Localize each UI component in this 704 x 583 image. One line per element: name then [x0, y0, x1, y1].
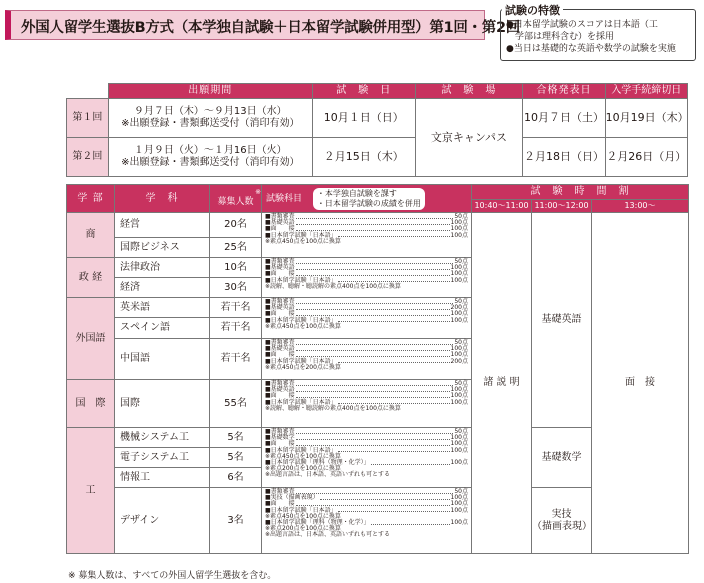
subjects-note: ・本学独自試験を課す — [316, 188, 397, 198]
capacity-cell: 55名 — [210, 380, 262, 428]
subject-points: 100点 — [450, 345, 468, 353]
exam-date: ２月15日（木） — [312, 138, 415, 177]
subject-line — [265, 324, 468, 330]
subject-list — [262, 298, 472, 339]
department-cell: 機械システム工 — [115, 428, 210, 448]
subjects-table — [66, 184, 689, 554]
department-cell: 情報工 — [115, 468, 210, 488]
features-heading: 試験の特徴 — [502, 2, 563, 18]
subject-list — [262, 488, 472, 554]
time-slot: 10:40～11:00 — [472, 200, 532, 213]
practical-cell — [532, 488, 592, 554]
round-label: 第２回 — [67, 138, 109, 177]
subject-name: ※素点450点を100点に換算 — [265, 237, 341, 245]
subject-name: ■日本留学試験「日本語」 — [265, 231, 337, 239]
subject-name: ※素点200点を100点に換算 — [265, 525, 341, 533]
deadline-date: ２月26日（月） — [605, 138, 687, 177]
capacity-cell: 6名 — [210, 468, 262, 488]
capacity-cell: 若干名 — [210, 318, 262, 339]
subject-points: 100点 — [450, 219, 468, 227]
title-banner — [5, 10, 520, 40]
department-cell: デザイン — [115, 488, 210, 554]
header-venue: 試 験 場 — [415, 84, 523, 99]
department-cell: 法律政治 — [115, 258, 210, 278]
department-cell: 経営 — [115, 213, 210, 238]
faculty-international: 国 際 — [67, 380, 115, 428]
schedule-table — [66, 83, 688, 177]
subject-name: ※素点450点を100点に換算 — [265, 452, 341, 460]
subject-list — [262, 213, 472, 258]
subject-name: ■基礎英語 — [265, 386, 295, 394]
practical-sub: （描画表現） — [532, 520, 592, 532]
header-subjects: 試験科目 — [266, 193, 303, 204]
subject-list — [262, 428, 472, 488]
capacity-cell: 3名 — [210, 488, 262, 554]
subject-points: 100点 — [450, 392, 468, 400]
subject-name: ※読解、聴解・聴読解の素点400点を100点に換算 — [265, 282, 401, 290]
time-slot: 11:00～12:00 — [532, 200, 592, 213]
subject-line — [265, 472, 468, 478]
department-cell: 電子システム工 — [115, 448, 210, 468]
subject-name: ■基礎英語 — [265, 304, 295, 312]
subject-line — [265, 532, 468, 538]
faculty-commerce: 商 — [67, 213, 115, 258]
interview-cell: 面 接 — [592, 213, 689, 554]
header-period: 出願期間 — [108, 84, 312, 99]
subjects-note: ・日本留学試験の成績を併用 — [316, 198, 421, 208]
subject-name: ■日本留学試験「理科（物理・化学）」 — [265, 519, 370, 527]
subject-name: ■書類審査 — [265, 298, 295, 305]
subject-name: ■日本留学試験「日本語」 — [265, 446, 337, 454]
subject-points: 100点 — [450, 276, 468, 284]
subject-name: ※出題言語は、日本語、英語いずれも可とする — [265, 531, 391, 539]
subject-points: 200点 — [450, 357, 468, 365]
briefing-cell: 諸 説 明 — [472, 213, 532, 554]
subject-name: ■面 接 — [265, 351, 295, 359]
venue: 文京キャンパス — [415, 99, 523, 177]
subject-points: 100点 — [450, 386, 468, 394]
subject-name: ■書類審査 — [265, 488, 295, 495]
basic-english-cell: 基礎英語 — [532, 213, 592, 428]
period-dates: １月９日（火）～１月16日（火） — [133, 145, 287, 156]
subject-name: ※素点200点を100点に換算 — [265, 465, 341, 473]
exam-date: 10月１日（日） — [312, 99, 415, 138]
subject-name: ■日本留学試験「日本語」 — [265, 276, 337, 284]
subject-points: 50点 — [454, 488, 468, 495]
department-cell: スペイン語 — [115, 318, 210, 339]
subject-points: 50点 — [454, 258, 468, 265]
subject-name: ■基礎英語 — [265, 219, 295, 227]
subject-points: 100点 — [450, 440, 468, 448]
department-cell: 英米語 — [115, 298, 210, 318]
schedule-row — [67, 138, 688, 177]
footnote: ※ 募集人数は、すべての外国人留学生選抜を含む。 — [68, 571, 277, 581]
subject-line — [265, 239, 468, 245]
subject-points: 50点 — [454, 428, 468, 435]
subject-points: 100点 — [450, 398, 468, 406]
page-title: 外国人留学生選抜B方式（本学独自試験＋日本留学試験併用型）第1回・第2回 — [21, 20, 520, 36]
subject-points: 100点 — [450, 506, 468, 514]
period-note: ※出願登録・書類郵送受付（消印有効） — [121, 118, 300, 129]
subject-name: ■基礎英語 — [265, 264, 295, 272]
subject-points: 50点 — [454, 213, 468, 220]
subject-points: 100点 — [450, 270, 468, 278]
subject-points: 200点 — [450, 304, 468, 312]
capacity-mark: ※ — [255, 188, 261, 196]
subject-name: ■書類審査 — [265, 339, 295, 346]
subject-points: 100点 — [450, 446, 468, 454]
subject-name: ■日本留学試験「日本語」 — [265, 506, 337, 514]
subject-points: 50点 — [454, 339, 468, 346]
subject-name: ■書類審査 — [265, 258, 295, 265]
subject-line — [265, 284, 468, 290]
period-dates: ９月７日（木）～９月13日（水） — [133, 106, 287, 117]
subject-points: 100点 — [450, 500, 468, 508]
subject-list — [262, 380, 472, 428]
features-box — [500, 2, 700, 62]
header-capacity: 募集人数 — [217, 197, 254, 207]
subject-name: ■面 接 — [265, 225, 295, 233]
subject-name: ■面 接 — [265, 500, 295, 508]
header-result: 合格発表日 — [523, 84, 605, 99]
subject-name: ※素点450点を100点に換算 — [265, 322, 341, 330]
subject-name: ■書類審査 — [265, 380, 295, 387]
subject-points: 100点 — [450, 459, 468, 467]
subject-points: 100点 — [450, 231, 468, 239]
header-department: 学 科 — [115, 185, 210, 213]
basic-math-cell: 基礎数学 — [532, 428, 592, 488]
subject-points: 100点 — [450, 519, 468, 527]
subject-points: 100点 — [450, 264, 468, 272]
period-note: ※出願登録・書類郵送受付（消印有効） — [121, 157, 300, 168]
capacity-cell: 若干名 — [210, 298, 262, 318]
capacity-cell: 5名 — [210, 448, 262, 468]
subject-points: 100点 — [450, 434, 468, 442]
department-cell: 国際 — [115, 380, 210, 428]
subject-name: ■面 接 — [265, 392, 295, 400]
subject-points: 100点 — [450, 310, 468, 318]
subject-name: ■書類審査 — [265, 213, 295, 220]
faculty-engineering: 工 — [67, 428, 115, 554]
subject-points: 100点 — [450, 316, 468, 324]
subject-name: ■実技（描画表現） — [265, 494, 319, 502]
subject-points: 50点 — [454, 298, 468, 305]
subject-name: ■日本留学試験「理科（物理・化学）」 — [265, 459, 370, 467]
subject-list — [262, 339, 472, 380]
capacity-cell: 10名 — [210, 258, 262, 278]
feature-item: ●日本留学試験のスコアは日本語（工 — [506, 20, 658, 30]
subject-points: 100点 — [450, 494, 468, 502]
capacity-cell: 30名 — [210, 278, 262, 298]
subject-name: ※読解、聴解・聴読解の素点400点を100点に換算 — [265, 404, 401, 412]
department-cell: 国際ビジネス — [115, 238, 210, 258]
subject-name: ■書類審査 — [265, 428, 295, 435]
subject-name: ■面 接 — [265, 310, 295, 318]
round-label: 第１回 — [67, 99, 109, 138]
subject-name: ■面 接 — [265, 270, 295, 278]
result-date: 10月７日（土） — [523, 99, 605, 138]
feature-item: ●当日は基礎的な英語や数学の試験を実施 — [506, 44, 676, 54]
subject-points: 100点 — [450, 225, 468, 233]
practical-label: 実技 — [551, 508, 572, 520]
deadline-date: 10月19日（木） — [605, 99, 687, 138]
subject-name: ■日本留学試験「日本語」 — [265, 398, 337, 406]
subject-name: ■基礎数学 — [265, 434, 295, 442]
capacity-cell: 5名 — [210, 428, 262, 448]
subject-name: ■面 接 — [265, 440, 295, 448]
schedule-row — [67, 99, 688, 138]
subject-list — [262, 258, 472, 298]
subject-line — [265, 365, 468, 371]
subject-points: 100点 — [450, 351, 468, 359]
capacity-cell: 25名 — [210, 238, 262, 258]
faculty-foreign-languages: 外国語 — [67, 298, 115, 380]
subject-line — [265, 406, 468, 412]
subject-name: ■日本留学試験「日本語」 — [265, 316, 337, 324]
header-deadline: 入学手続締切日 — [605, 84, 687, 99]
capacity-cell: 20名 — [210, 213, 262, 238]
subject-name: ※出題言語は、日本語、英語いずれも可とする — [265, 471, 391, 479]
subject-points: 50点 — [454, 380, 468, 387]
subject-name: ※素点450点を200点に換算 — [265, 363, 341, 371]
capacity-cell: 若干名 — [210, 339, 262, 380]
faculty-politics-economics: 政 経 — [67, 258, 115, 298]
header-timetable: 試 験 時 間 割 — [472, 185, 689, 200]
header-exam-date: 試 験 日 — [312, 84, 415, 99]
time-slot: 13:00～ — [592, 200, 689, 213]
department-cell: 経済 — [115, 278, 210, 298]
feature-item: 学部は理科含む）を採用 — [506, 32, 615, 42]
result-date: ２月18日（日） — [523, 138, 605, 177]
header-faculty: 学 部 — [67, 185, 115, 213]
subject-name: ※素点450点を100点に換算 — [265, 512, 341, 520]
subject-name: ■日本留学試験「日本語」 — [265, 357, 337, 365]
department-cell: 中国語 — [115, 339, 210, 380]
subject-name: ■基礎英語 — [265, 345, 295, 353]
